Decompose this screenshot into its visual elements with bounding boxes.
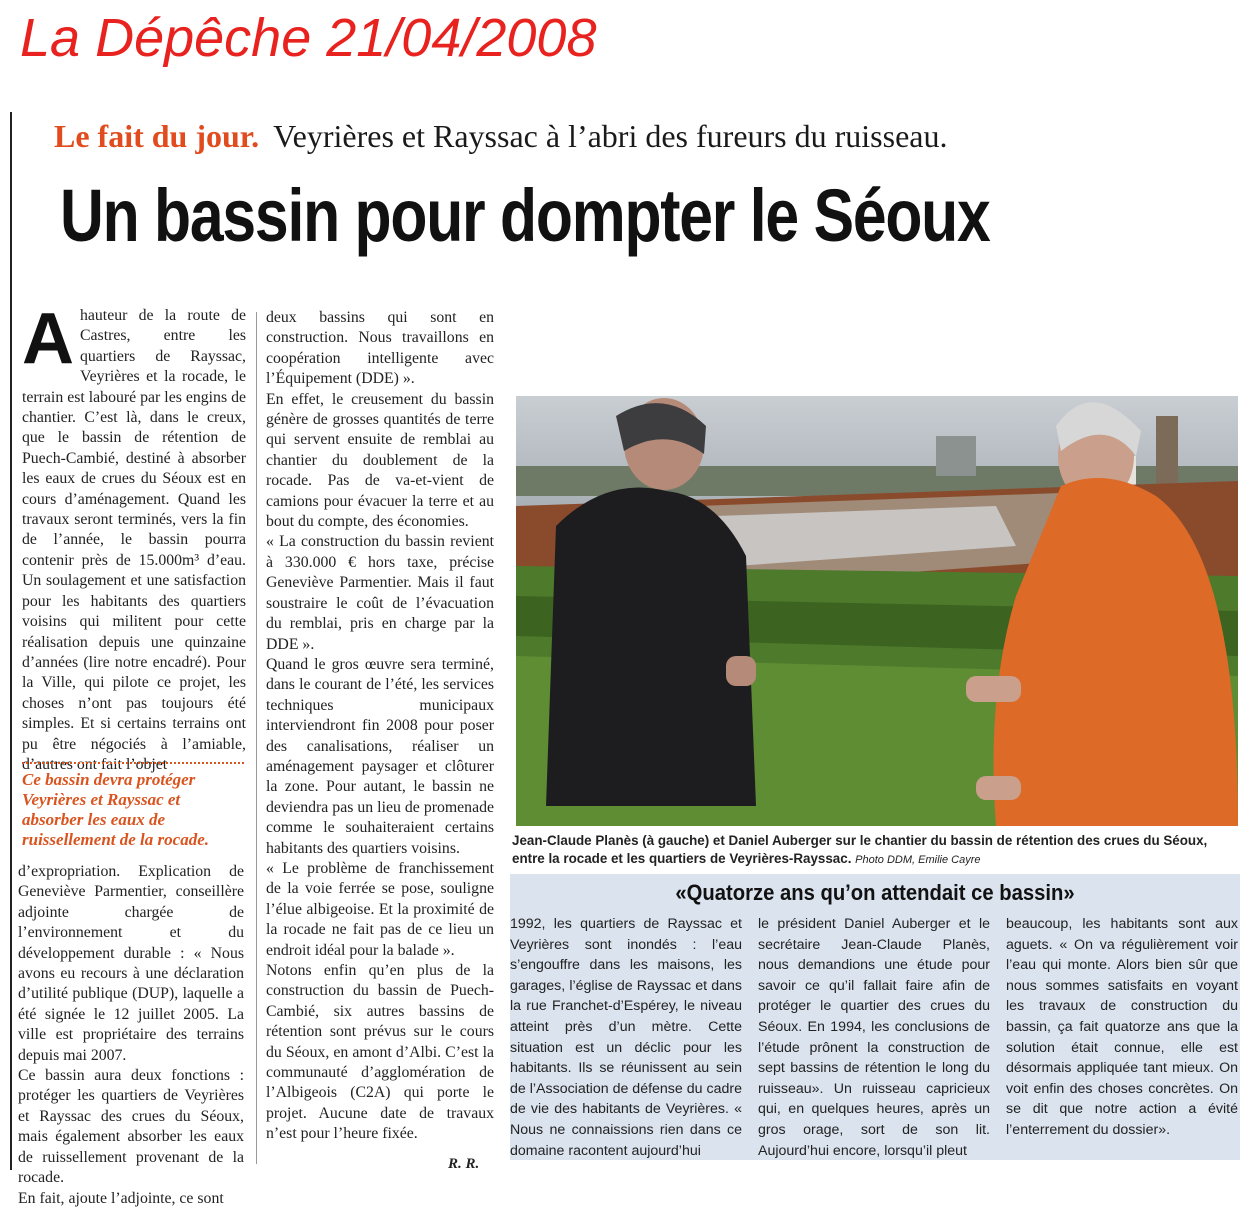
sidebar-box-text: beaucoup, les habitants sont aux aguets. « On va régulièrement voir l’eau qui monte. Alors bien sûr que nous sommes satisfaits en voyant les travaux de construction du bassin, ça fait quatorze ans que la solution était connue, elle est désormais appliquée tant mieux. On voit enfin des choses concrètes. On se dit que notre action a évité l’enterrement du dossier». — [1006, 916, 1238, 1138]
article-paragraph — [22, 299, 246, 775]
sidebar-box-column-3 — [1006, 914, 1238, 1141]
article-paragraph: « La construction du bassin revient à 330.000 € hors taxe, précise Geneviève Parmentier. Mais il faut soustraire le coût de l’évacuation du remblai, pris en charge par la DDE ». — [266, 533, 494, 653]
pull-quote: Ce bassin devra protéger Veyrières et Rayssac et absorber les eaux de ruissellement de la rocade. — [22, 762, 244, 850]
kicker-text: Veyrières et Rayssac à l’abri des fureurs du ruisseau. — [273, 118, 948, 154]
sidebar-box-text: le président Daniel Auberger et le secrétaire Jean-Claude Planès, nous demandions une étude pour savoir ce qu’il fallait faire afin de protéger le quartier des crues du Séoux. En 1994, les conclusions de l’étude prônent la construction de sept bassins de rétention le long du ruisseau». Un ruisseau capricieux qui, en quelques heures, après un gros orage, sort de son lit. Aujourd’hui encore, lorsqu’il pleut — [758, 916, 990, 1159]
article-paragraph: Ce bassin aura deux fonctions : protéger les quartiers de Veyrières et Rayssac des crues du Séoux, mais également absorber les eaux de ruissellement provenant de la rocade. — [18, 1067, 244, 1187]
kicker — [54, 114, 947, 158]
sidebar-box-title: «Quatorze ans qu’on attendait ce bassin» — [675, 880, 1075, 905]
article-paragraph: En effet, le creusement du bassin génère de grosses quantités de terre qui servent ensuite de remblai au chantier du doublement de la rocade. Pas de va-et-vient de camions pour évacuer la terre et au bout du compte, des économies. — [266, 390, 494, 531]
article-paragraph: d’expropriation. Explication de Geneviève Parmentier, conseillère adjointe chargée de l’environnement et du développement durable : « Nous avons eu recours à une déclaration d’utilité publique (DUP), laquelle a été signée le 12 juillet 2005. La ville est propriétaire des terrains depuis mai 2007. — [18, 863, 244, 1064]
article-paragraph: Quand le gros œuvre sera terminé, dans le courant de l’été, les services techniques municipaux interviendront fin 2008 pour poser des canalisations, réaliser un aménagement paysager et clôturer la zone. Pour autant, le bassin ne deviendra pas un lieu de promenade comme le souhaiteraient certains habitants des quartiers voisins. — [266, 655, 494, 857]
dropcap: A — [22, 299, 74, 379]
kicker-label: Le fait du jour. — [54, 118, 260, 154]
photo-illustration — [516, 396, 1238, 826]
article-text: hauteur de la route de Castres, entre les quartiers de Rayssac, Veyrières et la rocade, le terrain est labouré par les engins de chantier. C’est là, dans le creux, que le bassin de rétention de Puech-Cambié, destiné à absorber les eaux de crues du Séoux est en cours d’aménagement. Quand les travaux seront terminés, vers la fin de l’année, le bassin pourra contenir près de 15.000m³ d’eau. Un soulagement et une satisfaction pour les habitants des quartiers voisins qui militent pour cette réalisation depuis une quinzaine d’années (lire notre encadré). Pour la Ville, qui pilote ce projet, les choses n’ont pas toujours été simples. Et si certains terrains ont pu être négociés à l’amiable, d’autres ont fait l’objet — [22, 307, 246, 773]
photo-caption — [512, 832, 1238, 869]
article-column-1-continued — [18, 862, 244, 1209]
newspaper-source-date: La Dépêche 21/04/2008 — [20, 8, 597, 68]
author-signature: R. R. — [448, 1156, 480, 1172]
left-rule — [10, 112, 12, 1170]
photo-credit: Photo DDM, Emilie Cayre — [855, 854, 981, 866]
article-column-2 — [266, 308, 494, 1145]
article-paragraph: Notons enfin qu’en plus de la construction du bassin de Puech-Cambié, six autres bassins de rétention sont prévus sur le cours du Séoux, en amont d’Albi. C’est la communauté d’agglomération de l’Albigeois (C2A) qui porte le projet. Aucune date de travaux n’est pour l’heure fixée. — [266, 962, 494, 1143]
column-separator — [256, 312, 257, 1164]
sidebar-box-column-1 — [510, 914, 742, 1161]
article-paragraph: « Le problème de franchissement de la voie ferrée se pose, souligne l’élue albigeoise. Et la proximité de la rocade ne fait pas de ce lieu un endroit idéal pour la balade ». — [266, 859, 494, 959]
article-paragraph: En fait, ajoute l’adjointe, ce sont — [18, 1189, 224, 1207]
caption-text: Jean-Claude Planès (à gauche) et Daniel Auberger sur le chantier du bassin de rétention des crues du Séoux, entre la rocade et les quartiers de Veyrières-Rayssac. — [512, 833, 1208, 866]
article-paragraph: deux bassins qui sont en construction. Nous travaillons en coopération intelligente avec l’Équipement (DDE) ». — [266, 309, 494, 388]
sidebar-box — [510, 874, 1240, 1160]
sidebar-box-text: 1992, les quartiers de Rayssac et Veyrières sont inondés : l’eau s’engouffre dans les maisons, les garages, l’église de Rayssac et dans la rue Franchet-d’Espérey, le niveau atteint près d’un mètre. Cette situation est un déclic pour les habitants. Ils se réunissent au sein de l’Association de défense du cadre de vie des habitants de Veyrières. « Nous ne connaissions rien dans ce domaine racontent aujourd’hui — [510, 916, 742, 1159]
article-column-1 — [22, 299, 246, 775]
sidebar-box-column-2 — [758, 914, 990, 1161]
headline: Un bassin pour dompter le Séoux — [60, 174, 990, 257]
article-photo — [516, 396, 1238, 826]
